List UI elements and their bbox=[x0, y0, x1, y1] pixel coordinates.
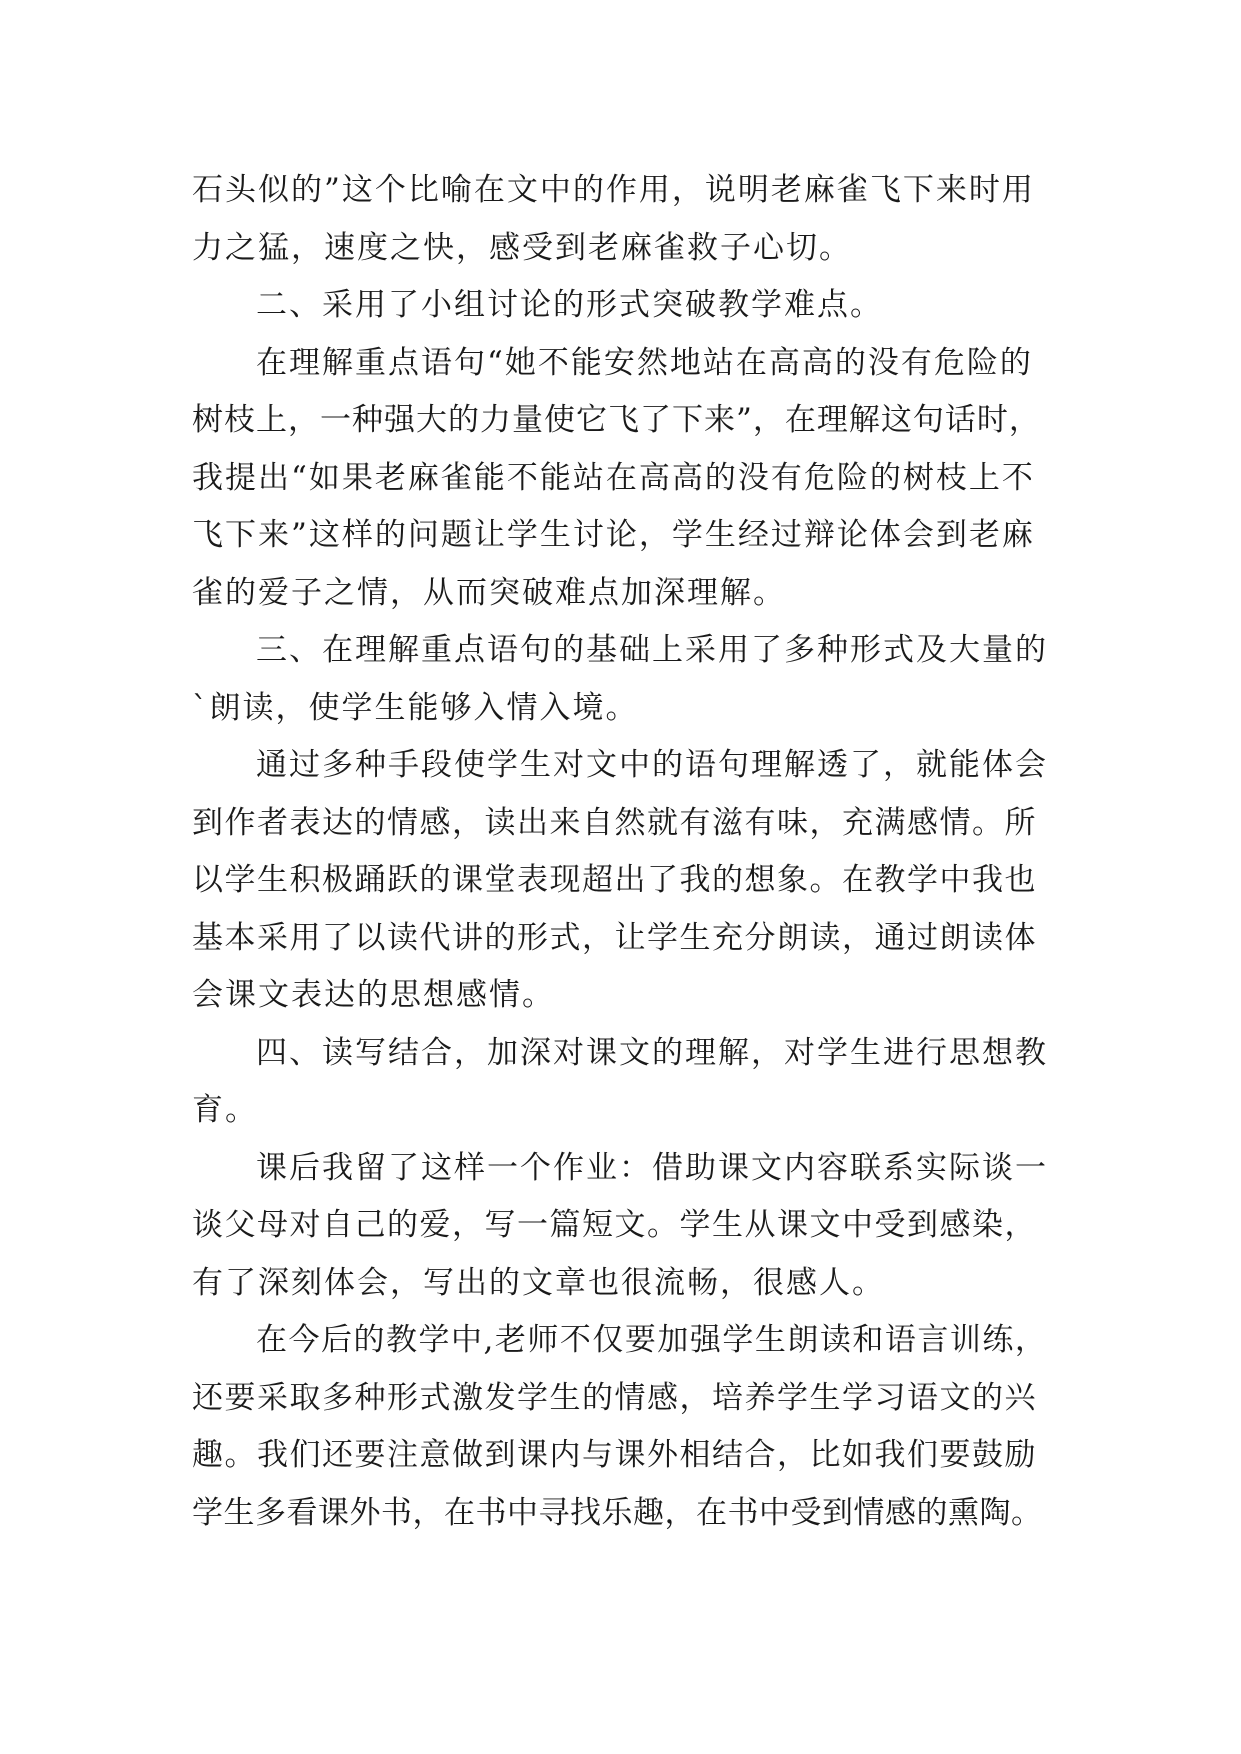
text-line: 还要采取多种形式激发学生的情感，培养学生学习语文的兴 bbox=[192, 1379, 1037, 1416]
text-line: 到作者表达的情感，读出来自然就有滋有味，充满感情。所 bbox=[192, 804, 1037, 841]
text-line: 有了深刻体会，写出的文章也很流畅，很感人。 bbox=[192, 1264, 885, 1301]
text-line: 课后我留了这样一个作业：借助课文内容联系实际谈一 bbox=[256, 1149, 1048, 1186]
text-line: 三、在理解重点语句的基础上采用了多种形式及大量的 bbox=[256, 632, 1048, 668]
text-line: `朗读，使学生能够入情入境。 bbox=[192, 689, 639, 726]
text-line: 谈父母对自己的爱，写一篇短文。学生从课文中受到感染， bbox=[192, 1207, 1037, 1243]
text-line: 基本采用了以读代讲的形式，让学生充分朗读，通过朗读体 bbox=[192, 919, 1037, 956]
text-line: 在今后的教学中,老师不仅要加强学生朗读和语言训练， bbox=[256, 1322, 1048, 1358]
text-line: 通过多种手段使学生对文中的语句理解透了，就能体会 bbox=[256, 747, 1048, 783]
text-line: 雀的爱子之情，从而突破难点加深理解。 bbox=[192, 574, 786, 611]
text-line: 学生多看课外书，在书中寻找乐趣，在书中受到情感的熏陶。 bbox=[192, 1494, 1043, 1531]
text-line: 会课文表达的思想感情。 bbox=[192, 977, 555, 1013]
text-line: 四、读写结合，加深对课文的理解，对学生进行思想教 bbox=[256, 1034, 1048, 1071]
text-line: 趣。我们还要注意做到课内与课外相结合，比如我们要鼓励 bbox=[192, 1437, 1037, 1473]
text-line: 飞下来”这样的问题让学生讨论，学生经过辩论体会到老麻 bbox=[192, 517, 1035, 553]
text-line: 我提出“如果老麻雀能不能站在高高的没有危险的树枝上不 bbox=[192, 459, 1035, 496]
text-line: 在理解重点语句“她不能安然地站在高高的没有危险的 bbox=[256, 344, 1033, 381]
text-line: 以学生积极踊跃的课堂表现超出了我的想象。在教学中我也 bbox=[192, 862, 1037, 898]
text-line: 石头似的”这个比喻在文中的作用，说明老麻雀飞下来时用 bbox=[192, 172, 1035, 208]
text-line: 树枝上，一种强大的力量使它飞了下来”，在理解这句话时， bbox=[192, 402, 1041, 438]
text-line: 力之猛，速度之快，感受到老麻雀救子心切。 bbox=[192, 229, 852, 266]
text-line: 育。 bbox=[192, 1092, 258, 1128]
text-line: 二、采用了小组讨论的形式突破教学难点。 bbox=[256, 287, 883, 323]
body-text bbox=[192, 162, 1048, 1542]
